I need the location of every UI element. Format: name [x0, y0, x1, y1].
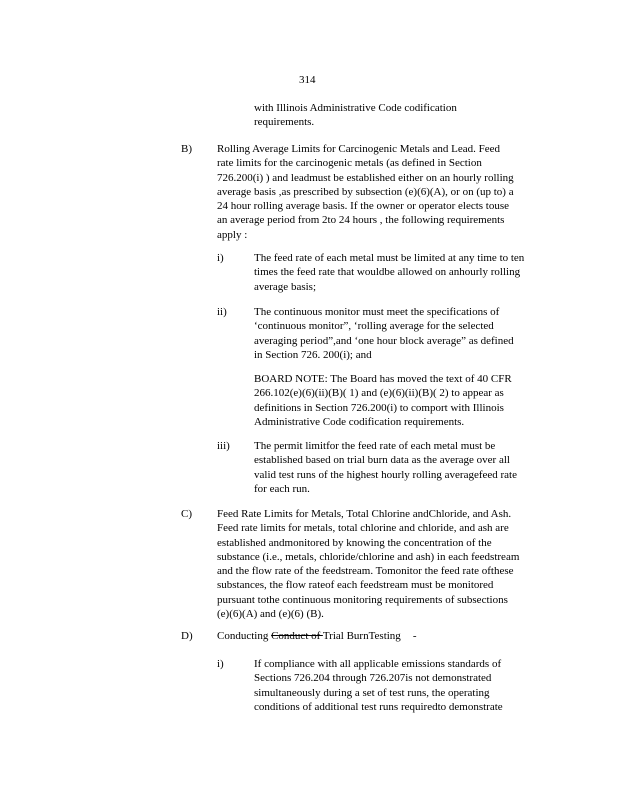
page-number: 314 [299, 74, 316, 86]
text-line: substance (i.e., metals, chloride/chlorine and ash) in each feedstream [217, 550, 520, 563]
section-d-label: D) [181, 630, 193, 642]
text-line: rate limits for the carcinogenic metals (as defined in Section [217, 157, 482, 170]
section-b-label: B) [181, 143, 192, 155]
text-line: valid test runs of the highest hourly rolling averagefeed rate [254, 468, 517, 481]
text-line: Rolling Average Limits for Carcinogenic Metals and Lead. Feed [217, 143, 500, 155]
text-line: BOARD NOTE: The Board has moved the text of 40 CFR [254, 373, 512, 385]
section-d-i-label: i) [217, 658, 224, 670]
text-line: If compliance with all applicable emissions standards of [254, 658, 502, 670]
text-line: apply : [217, 228, 248, 241]
heading-text: Conducting [217, 630, 272, 642]
text-line: simultaneously during a set of test runs, the operating [254, 686, 490, 699]
section-b-iii-label: iii) [217, 440, 230, 452]
text-line: conditions of additional test runs requiredto demonstrate [254, 700, 503, 713]
text-line: average basis; [254, 280, 316, 293]
text-line: (e)(6)(A) and (e)(6) (B). [217, 608, 324, 621]
text-line: pursuant tothe continuous monitoring requirements of subsections [217, 593, 508, 606]
text-line: The feed rate of each metal must be limited at any time to ten [254, 252, 525, 264]
section-d-heading [217, 629, 416, 643]
text-line: averaging period”,and ‘one hour block average” as defined [254, 334, 514, 347]
text-line: 266.102(e)(6)(ii)(B)( 1) and (e)(6)(ii)(B)( 2) to appear as [254, 387, 504, 400]
continuation-paragraph [254, 101, 457, 130]
text-line: Administrative Code codification requirements. [254, 415, 465, 428]
text-line: 726.200(i) ) and leadmust be established either on an hourly rolling [217, 171, 514, 184]
section-b-ii-label: ii) [217, 306, 227, 318]
section-b-iii-paragraph [254, 439, 517, 496]
heading-mark: - [412, 630, 417, 642]
text-line: with Illinois Administrative Code codification [254, 102, 457, 114]
text-line: 24 hour rolling average basis. If the owner or operator elects touse [217, 200, 510, 213]
section-b-paragraph [217, 142, 514, 242]
text-line: The permit limitfor the feed rate of each metal must be [254, 440, 496, 452]
section-b-ii-paragraph [254, 305, 514, 362]
text-line: times the feed rate that wouldbe allowed on anhourly rolling [254, 266, 521, 279]
board-note [254, 372, 512, 429]
section-d-i-paragraph [254, 657, 503, 714]
text-line: definitions in Section 726.200(i) to comport with Illinois [254, 401, 504, 414]
deleted-text: Conduct of [271, 630, 323, 642]
text-line: for each run. [254, 482, 310, 495]
section-c-label: C) [181, 508, 192, 520]
text-line: average basis ,as prescribed by subsection (e)(6)(A), or on (up to) a [217, 185, 514, 198]
text-line: an average period from 2to 24 hours , the following requirements [217, 214, 505, 227]
text-line: in Section 726. 200(i); and [254, 348, 372, 361]
text-line: Feed Rate Limits for Metals, Total Chlorine andChloride, and Ash. [217, 508, 512, 520]
heading-text: Trial BurnTesting [322, 630, 401, 642]
text-line: and the flow rate of the feedstream. Tomonitor the feed rate ofthese [217, 565, 514, 578]
text-line: Sections 726.204 through 726.207is not demonstrated [254, 672, 492, 685]
text-line: substances, the flow rateof each feedstream must be monitored [217, 579, 494, 592]
text-line: established based on trial burn data as the average over all [254, 454, 510, 467]
text-line: The continuous monitor must meet the specifications of [254, 306, 500, 318]
section-b-i-label: i) [217, 252, 224, 264]
text-line: requirements. [254, 116, 315, 129]
text-line: Feed rate limits for metals, total chlorine and chloride, and ash are [217, 522, 509, 535]
section-b-i-paragraph [254, 251, 524, 294]
text-line: ‘continuous monitor”, ‘rolling average for the selected [254, 320, 494, 333]
section-c-paragraph [217, 507, 519, 621]
text-line: established andmonitored by knowing the concentration of the [217, 536, 492, 549]
